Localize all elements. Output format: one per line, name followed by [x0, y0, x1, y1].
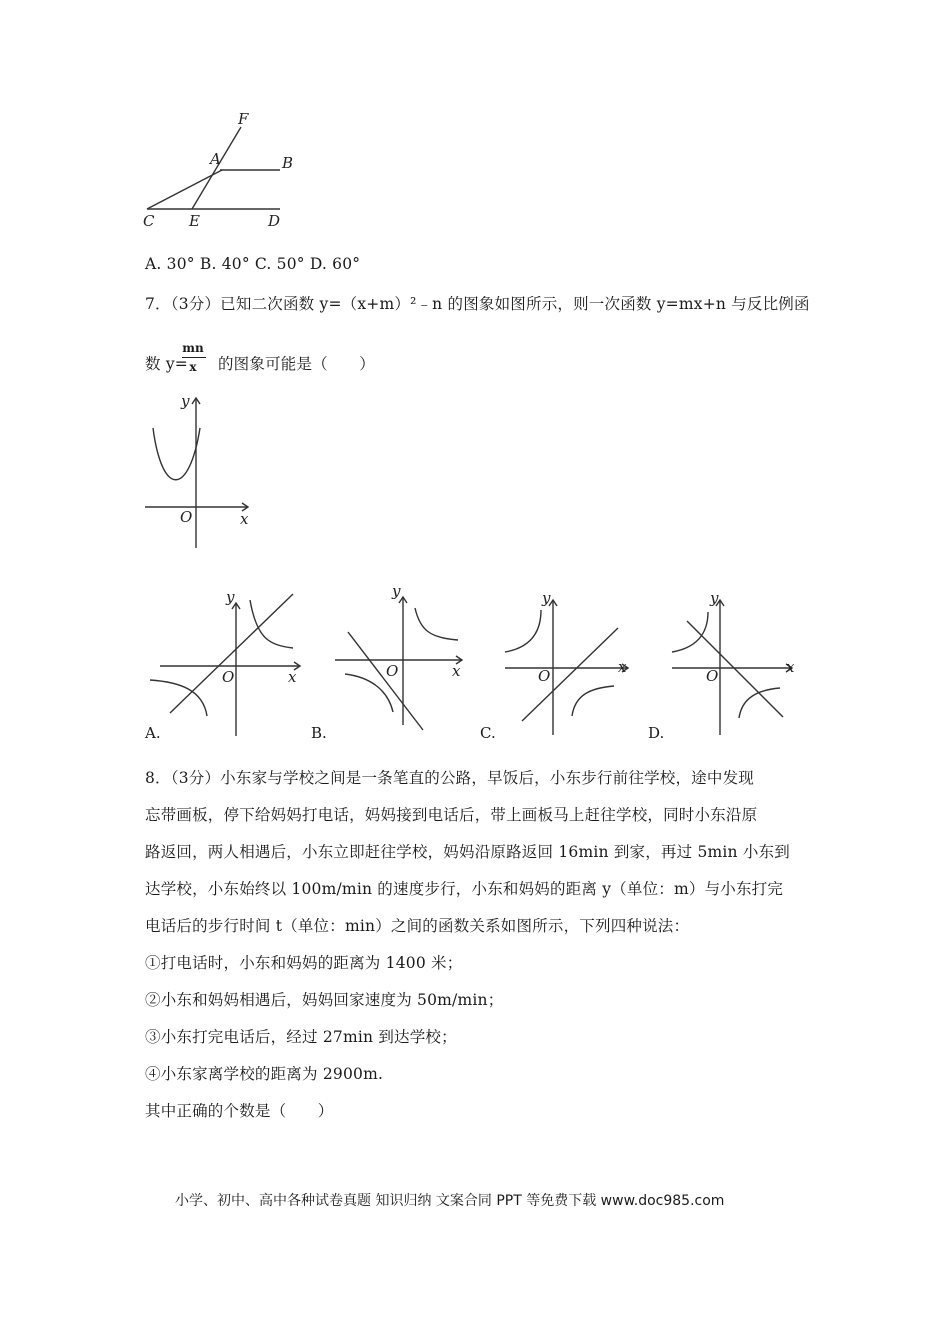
q8-statement-4: ④小东家离学校的距离为 2900m.	[145, 1065, 384, 1083]
axis-x-label: x	[240, 510, 249, 528]
svg-text:y: y	[542, 589, 551, 607]
origin-label: O	[180, 508, 193, 526]
q8-question: 其中正确的个数是（ ）	[145, 1102, 334, 1120]
label-b: B	[282, 154, 294, 172]
choice-a-label: A.	[145, 724, 161, 742]
svg-text:x: x	[452, 662, 461, 680]
choice-b-label: B.	[311, 724, 327, 742]
svg-text:O: O	[706, 667, 719, 685]
svg-text:O: O	[222, 668, 235, 686]
svg-text:y: y	[392, 582, 401, 600]
page-footer: 小学、初中、高中各种试卷真题 知识归纳 文案合同 PPT 等免费下载 www.doc985.com	[175, 1193, 725, 1209]
q8-line-3: 路返回，两人相遇后，小东立即赶往学校，妈妈沿原路返回 16min 到家，再过 5min 小东到	[145, 843, 790, 861]
fraction-numerator: mn	[182, 341, 204, 355]
axis-y-label: y	[181, 392, 190, 410]
svg-text:x: x	[288, 668, 297, 686]
svg-text:y: y	[226, 588, 235, 606]
svg-text:O: O	[538, 667, 551, 685]
q7-line2-prefix: 数 y=	[145, 355, 188, 373]
q8-line-1: 8．（3分）小东家与学校之间是一条笔直的公路，早饭后，小东步行前往学校，途中发现	[145, 769, 754, 787]
q6-options: A. 30° B. 40° C. 50° D. 60°	[145, 255, 361, 273]
q8-line-2: 忘带画板，停下给妈妈打电话，妈妈接到电话后，带上画板马上赶往学校，同时小东沿原	[145, 806, 758, 824]
svg-text:O: O	[386, 662, 399, 680]
label-f: F	[238, 110, 249, 128]
q7-stem-line1: 7．（3分）已知二次函数 y=（x+m）²﹣n 的图象如图所示，则一次函数 y=mx+n 与反比例函	[145, 295, 810, 313]
fraction-denominator: x	[189, 360, 197, 374]
label-d: D	[268, 212, 281, 230]
label-c: C	[143, 212, 155, 230]
svg-text:y: y	[710, 589, 719, 607]
label-e: E	[189, 212, 200, 230]
label-a: A	[210, 150, 221, 168]
q8-statement-1: ①打电话时，小东和妈妈的距离为 1400 米；	[145, 954, 463, 972]
svg-text:x: x	[786, 658, 795, 676]
choice-d-label: D.	[648, 724, 665, 742]
q8-line-5: 电话后的步行时间 t（单位：min）之间的函数关系如图所示，下列四种说法：	[145, 917, 690, 935]
q8-statement-2: ②小东和妈妈相遇后，妈妈回家速度为 50m/min；	[145, 991, 504, 1009]
q8-statement-3: ③小东打完电话后，经过 27min 到达学校；	[145, 1028, 457, 1046]
q8-line-4: 达学校，小东始终以 100m/min 的速度步行，小东和妈妈的距离 y（单位：m）与小东打完	[145, 880, 784, 898]
choice-c-label: C.	[480, 724, 496, 742]
svg-text:x: x	[618, 658, 627, 676]
q7-line2-suffix: 的图象可能是（ ）	[217, 355, 375, 373]
